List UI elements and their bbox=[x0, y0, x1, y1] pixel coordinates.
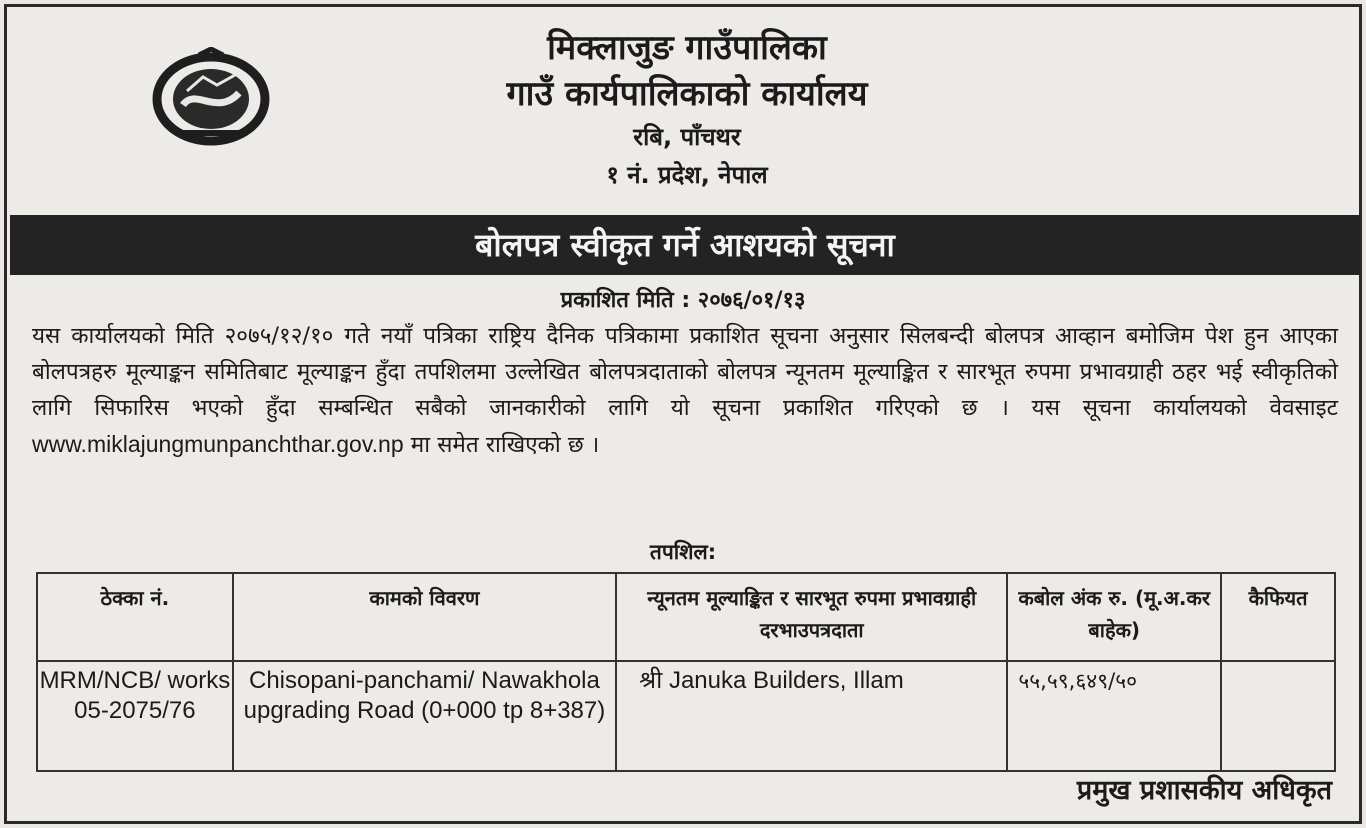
office-header bbox=[307, 25, 1067, 193]
published-date: प्रकाशित मिति : २०७६/०१/१३ bbox=[560, 288, 806, 313]
cell-bidder: श्री Januka Builders, Illam bbox=[616, 661, 1007, 771]
office-location: रबि, पाँचथर bbox=[633, 123, 741, 151]
signature-title: प्रमुख प्रशासकीय अधिकृत bbox=[1076, 775, 1332, 806]
notice-body-tail: मा समेत राखिएको छ । bbox=[403, 432, 600, 458]
notice-body-text: यस कार्यालयको मिति २०७५/१२/१० गते नयाँ पत्रिका राष्ट्रिय दैनिक पत्रिकामा प्रकाशित सूचना अनुसार सिलबन्दी बोलपत्र आव्हान बमोजिम पेश हुन आएका बोलपत्रहरु मूल्याङ्कन समितिबाट मूल्याङ्कन हुँदा तपशिलमा उल्लेखित बोलपत्रदाताको बोलपत्र न्यूनतम मूल्याङ्कित र सारभूत रुपमा प्रभावग्राही ठहर भई स्वीकृतिको लागि सिफारिस भएको हुँदा सम्बन्धित सबैको जानकारीको लागि यो सूचना प्रकाशित गरिएको छ । यस सूचना कार्यालयको वेवसाइट bbox=[32, 323, 1338, 421]
table-header-row bbox=[37, 573, 1335, 661]
province-country: १ नं. प्रदेश, नेपाल bbox=[606, 161, 768, 189]
header-bidder: न्यूनतम मूल्याङ्कित र सारभूत रुपमा प्रभावग्राही दरभाउपत्रदाता bbox=[616, 573, 1007, 661]
municipality-name: मिक्लाजुङ गाउँपालिका bbox=[547, 28, 827, 68]
cell-amount: ५५,५९,६४९/५० bbox=[1007, 661, 1221, 771]
nepal-emblem-logo bbox=[147, 47, 275, 147]
header-description: कामको विवरण bbox=[233, 573, 616, 661]
header-amount: कबोल अंक रु. (मू.अ.कर बाहेक) bbox=[1007, 573, 1221, 661]
cell-description: Chisopani-panchami/ Nawakhola upgrading Road (0+000 tp 8+387) bbox=[233, 661, 616, 771]
header-contract-no: ठेक्का नं. bbox=[37, 573, 233, 661]
notice-body bbox=[32, 318, 1338, 463]
website-link[interactable]: www.miklajungmunpanchthar.gov.np bbox=[32, 431, 404, 457]
table-heading: तपशिल: bbox=[649, 540, 717, 564]
header-remarks: कैफियत bbox=[1221, 573, 1335, 661]
cell-remarks bbox=[1221, 661, 1335, 771]
table-row bbox=[37, 661, 1335, 771]
cell-contract-no: MRM/NCB/ works 05-2075/76 bbox=[37, 661, 233, 771]
notice-title-banner: बोलपत्र स्वीकृत गर्ने आशयको सूचना bbox=[10, 215, 1360, 275]
office-name: गाउँ कार्यपालिकाको कार्यालय bbox=[506, 74, 868, 114]
bid-table bbox=[36, 572, 1336, 772]
